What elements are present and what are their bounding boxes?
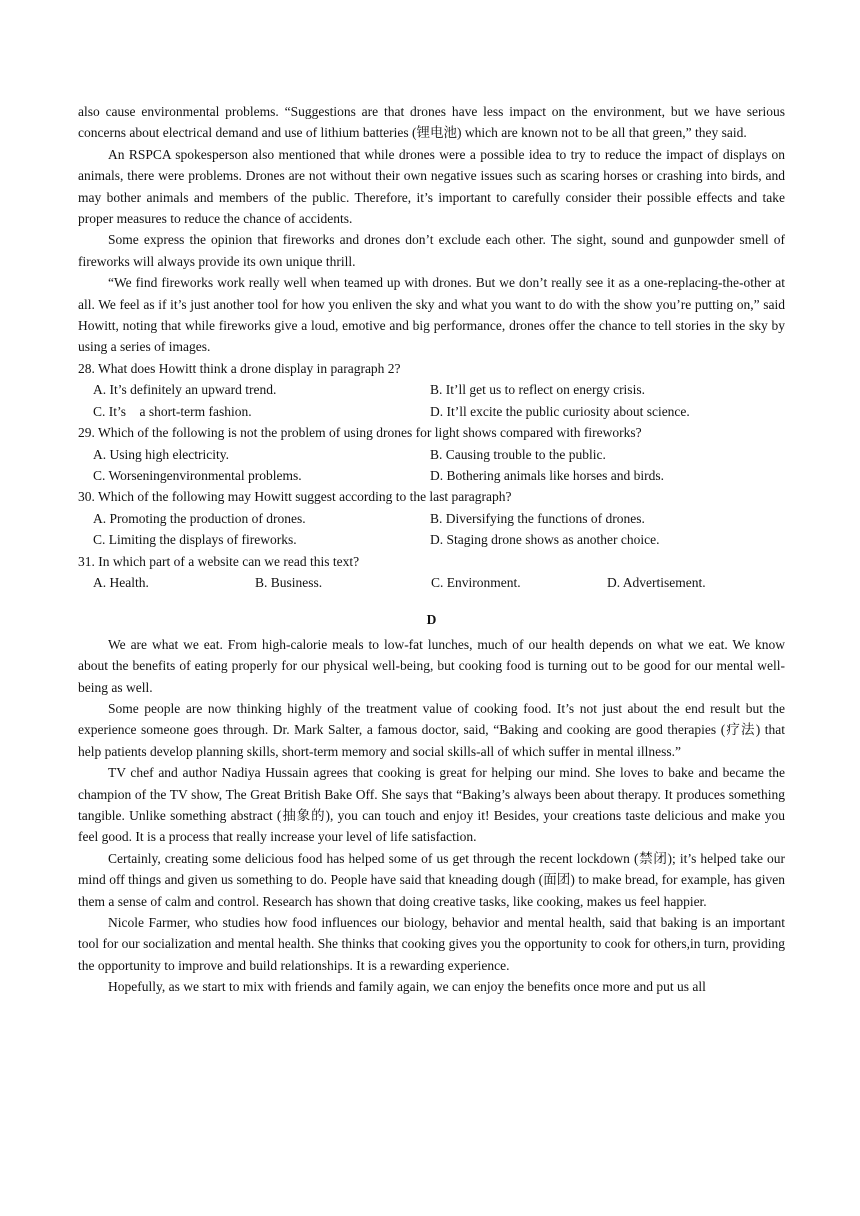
question-28 (78, 358, 785, 422)
option-d: D. Bothering animals like horses and birds. (430, 467, 664, 483)
passage-d-paragraph-1: We are what we eat. From high-calorie meals to low-fat lunches, much of our health depends on what we eat. We know about the benefits of eating properly for our physical well-being, but cooking food is turning out to be good for our mental well-being as well. (78, 636, 785, 695)
passage-d-paragraph-4: Certainly, creating some delicious food has helped some of us get through the recent lockdown (禁闭); it’s helped take our mind off things and given us something to do. People have said that kneading dough (面团) to make bread, for example, has given them a sense of calm and control. Research has shown that doing creative tasks, like cooking, makes us feel happier. (78, 850, 785, 909)
question-stem: 29. Which of the following is not the problem of using drones for light shows compared with fireworks? (78, 425, 642, 441)
option-d: D. Advertisement. (607, 574, 706, 590)
option-b: B. Diversifying the functions of drones. (430, 510, 645, 526)
section-heading: D (426, 612, 437, 628)
option-b: B. Causing trouble to the public. (430, 446, 606, 462)
passage-c-paragraph-3: Some express the opinion that fireworks and drones don’t exclude each other. The sight, sound and gunpowder smell of fireworks will always provide its own unique thrill. (78, 232, 785, 269)
options-list (78, 379, 785, 422)
option-c: C. Worseningenvironmental problems. (93, 467, 302, 483)
passage-c-paragraph-4: “We find fireworks work really well when teamed up with drones. But we don’t really see it as a one-replacing-the-other at all. We feel as if it’s just another tool for how you enliven the sky and what you want to do with the show you’re putting on,” said Howitt, noting that while fireworks give a loud, emotive and big performance, drones offer the chance to tell stories in the sky by using a series of images. (78, 275, 785, 355)
options-list (78, 508, 785, 551)
option-c: C. Environment. (431, 574, 521, 590)
option-a: A. Health. (93, 574, 149, 590)
option-d: D. Staging drone shows as another choice. (430, 532, 660, 548)
question-30 (78, 486, 785, 550)
options-list (78, 572, 785, 593)
option-b: B. Business. (255, 574, 323, 590)
question-29 (78, 422, 785, 486)
passage-d-paragraph-3: TV chef and author Nadiya Hussain agrees that cooking is great for helping our mind. She loves to bake and became the champion of the TV show, The Great British Bake Off. She says that “Baking’s always been about therapy. It produces something tangible. Unlike something abstract (抽象的), you can touch and enjoy it! Besides, your creations taste delicious and make you feel good. It is a process that really increase your level of life satisfaction. (78, 765, 785, 845)
question-31 (78, 551, 785, 594)
question-stem: 28. What does Howitt think a drone display in paragraph 2? (78, 360, 401, 376)
exam-page (78, 101, 785, 998)
option-c: C. It’s a short-term fashion. (93, 403, 252, 419)
passage-c-paragraph-1: also cause environmental problems. “Suggestions are that drones have less impact on the environment, but we have serious concerns about electrical demand and use of lithium batteries (锂电池) which are known not to be all that green,” they said. (78, 104, 785, 141)
passage-d-paragraph-2: Some people are now thinking highly of the treatment value of cooking food. It’s not just about the end result but the experience someone goes through. Dr. Mark Salter, a famous doctor, said, “Baking and cooking are good therapies (疗法) that help patients develop planning skills, short-term memory and social skills-all of which suffer in mental illness.” (78, 700, 785, 759)
passage-c-paragraph-2: An RSPCA spokesperson also mentioned that while drones were a possible idea to try to reduce the impact of displays on animals, there were problems. Drones are not without their own negative issues such as scaring horses or crashing into birds, and may bother animals and members of the public. Therefore, it’s important to carefully consider their possible effects and take proper measures to reduce the chance of accidents. (78, 146, 785, 227)
option-d: D. It’ll excite the public curiosity about science. (430, 403, 690, 419)
option-a: A. It’s definitely an upward trend. (93, 382, 277, 398)
option-c: C. Limiting the displays of fireworks. (93, 532, 297, 548)
options-list (78, 444, 785, 487)
passage-d-paragraph-5: Nicole Farmer, who studies how food influences our biology, behavior and mental health, said that baking is an important tool for our socialization and mental health. She thinks that cooking gives you the opportunity to cook for others,in turn, providing the opportunity to improve and build relationships. It is a rewarding experience. (78, 915, 785, 973)
option-a: A. Using high electricity. (93, 446, 229, 462)
question-stem: 30. Which of the following may Howitt suggest according to the last paragraph? (78, 489, 512, 505)
passage-d-paragraph-6: Hopefully, as we start to mix with friends and family again, we can enjoy the benefits once more and put us all (108, 979, 706, 995)
question-stem: 31. In which part of a website can we read this text? (78, 553, 360, 569)
option-b: B. It’ll get us to reflect on energy crisis. (430, 382, 645, 398)
option-a: A. Promoting the production of drones. (93, 510, 306, 526)
